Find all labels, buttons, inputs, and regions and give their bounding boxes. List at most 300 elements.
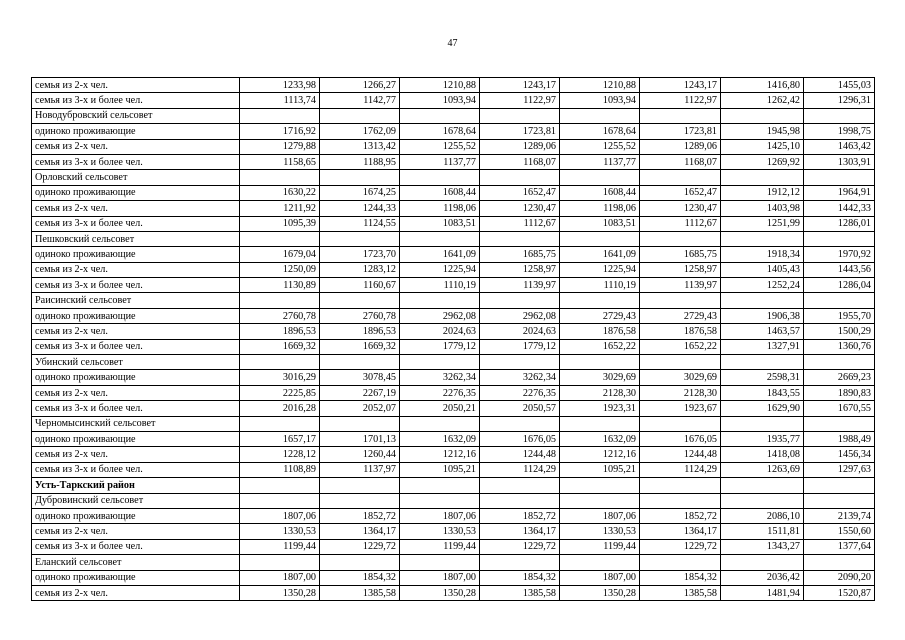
value-cell: 1652,22	[640, 339, 721, 354]
value-cell	[400, 416, 480, 431]
value-cell: 1210,88	[560, 78, 640, 93]
table-row	[32, 139, 875, 154]
value-cell: 1463,42	[804, 139, 875, 154]
value-cell: 1807,00	[240, 570, 320, 585]
value-cell: 1112,67	[640, 216, 721, 231]
value-cell: 2016,28	[240, 401, 320, 416]
value-cell: 1263,69	[721, 462, 804, 477]
value-cell: 1843,55	[721, 385, 804, 400]
row-label: одиноко проживающие	[32, 570, 240, 585]
value-cell: 1896,53	[240, 324, 320, 339]
table-row	[32, 524, 875, 539]
value-cell: 1955,70	[804, 308, 875, 323]
value-cell	[640, 170, 721, 185]
value-cell: 1652,47	[640, 185, 721, 200]
value-cell: 2036,42	[721, 570, 804, 585]
value-cell: 1385,58	[640, 585, 721, 600]
table-row	[32, 185, 875, 200]
value-cell: 1779,12	[400, 339, 480, 354]
value-cell: 1641,09	[400, 247, 480, 262]
value-cell: 1230,47	[640, 201, 721, 216]
value-cell: 1854,32	[320, 570, 400, 585]
value-cell	[560, 478, 640, 493]
value-cell: 1093,94	[560, 93, 640, 108]
value-cell: 1158,65	[240, 154, 320, 169]
group-label: Раисинский сельсовет	[32, 293, 240, 308]
value-cell: 1405,43	[721, 262, 804, 277]
value-cell: 1243,17	[640, 78, 721, 93]
value-cell: 1657,17	[240, 431, 320, 446]
value-cell: 1852,72	[480, 508, 560, 523]
row-label: семья из 3-х и более чел.	[32, 462, 240, 477]
value-cell: 1168,07	[480, 154, 560, 169]
value-cell	[320, 108, 400, 123]
value-cell	[400, 293, 480, 308]
value-cell	[804, 493, 875, 508]
value-cell: 1418,08	[721, 447, 804, 462]
value-cell: 1262,42	[721, 93, 804, 108]
value-cell	[721, 293, 804, 308]
table-row	[32, 247, 875, 262]
row-label: семья из 2-х чел.	[32, 139, 240, 154]
value-cell	[480, 355, 560, 370]
value-cell: 1199,44	[240, 539, 320, 554]
value-cell	[320, 416, 400, 431]
value-cell	[640, 293, 721, 308]
value-cell	[640, 555, 721, 570]
value-cell	[400, 231, 480, 246]
value-cell: 3262,34	[400, 370, 480, 385]
value-cell	[320, 478, 400, 493]
table-row	[32, 93, 875, 108]
value-cell: 1652,47	[480, 185, 560, 200]
value-cell: 1199,44	[560, 539, 640, 554]
table-row	[32, 508, 875, 523]
value-cell: 2128,30	[560, 385, 640, 400]
value-cell	[804, 108, 875, 123]
value-cell	[480, 231, 560, 246]
value-cell: 1230,47	[480, 201, 560, 216]
group-label: Убинский сельсовет	[32, 355, 240, 370]
table-row	[32, 462, 875, 477]
value-cell: 1286,04	[804, 278, 875, 293]
table-row	[32, 339, 875, 354]
table-row	[32, 431, 875, 446]
row-label: семья из 2-х чел.	[32, 78, 240, 93]
table-row	[32, 78, 875, 93]
table-row	[32, 370, 875, 385]
table-row	[32, 216, 875, 231]
group-label: Еланский сельсовет	[32, 555, 240, 570]
value-cell: 1124,29	[640, 462, 721, 477]
group-header-row	[32, 416, 875, 431]
row-label: одиноко проживающие	[32, 308, 240, 323]
value-cell: 1198,06	[560, 201, 640, 216]
value-cell: 2760,78	[320, 308, 400, 323]
value-cell: 1130,89	[240, 278, 320, 293]
group-header-row	[32, 231, 875, 246]
value-cell	[480, 555, 560, 570]
table-row	[32, 385, 875, 400]
value-cell: 1283,12	[320, 262, 400, 277]
group-label: Орловский сельсовет	[32, 170, 240, 185]
value-cell: 1350,28	[560, 585, 640, 600]
value-cell: 1252,24	[721, 278, 804, 293]
value-cell: 3016,29	[240, 370, 320, 385]
value-cell: 1095,21	[560, 462, 640, 477]
value-cell: 1685,75	[480, 247, 560, 262]
value-cell	[560, 170, 640, 185]
value-cell	[400, 355, 480, 370]
value-cell: 1807,00	[400, 570, 480, 585]
row-label: семья из 2-х чел.	[32, 385, 240, 400]
value-cell: 2050,21	[400, 401, 480, 416]
value-cell: 1678,64	[560, 124, 640, 139]
value-cell: 1243,17	[480, 78, 560, 93]
value-cell: 1251,99	[721, 216, 804, 231]
value-cell: 1327,91	[721, 339, 804, 354]
value-cell: 3078,45	[320, 370, 400, 385]
row-label: одиноко проживающие	[32, 124, 240, 139]
value-cell: 1142,77	[320, 93, 400, 108]
value-cell	[480, 170, 560, 185]
value-cell: 1442,33	[804, 201, 875, 216]
value-cell	[240, 108, 320, 123]
value-cell	[560, 555, 640, 570]
value-cell: 1160,67	[320, 278, 400, 293]
value-cell: 1520,87	[804, 585, 875, 600]
value-cell: 1674,25	[320, 185, 400, 200]
value-cell: 1896,53	[320, 324, 400, 339]
district-label: Усть-Таркский район	[32, 478, 240, 493]
group-header-row	[32, 108, 875, 123]
value-cell: 1608,44	[400, 185, 480, 200]
value-cell: 1229,72	[480, 539, 560, 554]
value-cell: 1854,32	[480, 570, 560, 585]
value-cell: 2962,08	[400, 308, 480, 323]
value-cell: 1229,72	[320, 539, 400, 554]
value-cell: 2729,43	[560, 308, 640, 323]
value-cell	[480, 293, 560, 308]
value-cell: 1286,01	[804, 216, 875, 231]
value-cell: 1244,48	[640, 447, 721, 462]
value-cell: 1350,28	[400, 585, 480, 600]
value-cell: 1807,06	[400, 508, 480, 523]
value-cell: 1083,51	[400, 216, 480, 231]
row-label: семья из 3-х и более чел.	[32, 216, 240, 231]
value-cell: 1258,97	[480, 262, 560, 277]
value-cell: 1258,97	[640, 262, 721, 277]
table-row	[32, 278, 875, 293]
value-cell: 1095,39	[240, 216, 320, 231]
value-cell: 1313,42	[320, 139, 400, 154]
value-cell: 1676,05	[480, 431, 560, 446]
value-cell: 1083,51	[560, 216, 640, 231]
value-cell: 1716,92	[240, 124, 320, 139]
value-cell	[804, 355, 875, 370]
value-cell: 1632,09	[400, 431, 480, 446]
value-cell: 1876,58	[560, 324, 640, 339]
value-cell	[804, 416, 875, 431]
value-cell: 1093,94	[400, 93, 480, 108]
value-cell	[721, 231, 804, 246]
value-cell: 1255,52	[560, 139, 640, 154]
value-cell	[721, 493, 804, 508]
value-cell: 1970,92	[804, 247, 875, 262]
value-cell: 1137,77	[400, 154, 480, 169]
value-cell: 2225,85	[240, 385, 320, 400]
value-cell: 1255,52	[400, 139, 480, 154]
table-row	[32, 324, 875, 339]
row-label: одиноко проживающие	[32, 508, 240, 523]
value-cell	[640, 355, 721, 370]
value-cell	[240, 478, 320, 493]
table-row	[32, 124, 875, 139]
value-cell: 1112,67	[480, 216, 560, 231]
value-cell	[480, 108, 560, 123]
tariff-table	[31, 77, 875, 601]
table-row	[32, 539, 875, 554]
table-row	[32, 585, 875, 600]
value-cell: 1906,38	[721, 308, 804, 323]
table-row	[32, 154, 875, 169]
value-cell	[804, 231, 875, 246]
value-cell: 1343,27	[721, 539, 804, 554]
value-cell: 1212,16	[400, 447, 480, 462]
value-cell	[721, 355, 804, 370]
value-cell: 1935,77	[721, 431, 804, 446]
value-cell: 1279,88	[240, 139, 320, 154]
value-cell: 1652,22	[560, 339, 640, 354]
value-cell: 1364,17	[320, 524, 400, 539]
value-cell: 1416,80	[721, 78, 804, 93]
value-cell: 1168,07	[640, 154, 721, 169]
value-cell: 2760,78	[240, 308, 320, 323]
value-cell: 1124,55	[320, 216, 400, 231]
value-cell: 1266,27	[320, 78, 400, 93]
value-cell	[320, 231, 400, 246]
row-label: семья из 2-х чел.	[32, 324, 240, 339]
value-cell: 1199,44	[400, 539, 480, 554]
row-label: семья из 3-х и более чел.	[32, 278, 240, 293]
value-cell: 3029,69	[560, 370, 640, 385]
value-cell: 1225,94	[560, 262, 640, 277]
value-cell: 1303,91	[804, 154, 875, 169]
value-cell	[804, 170, 875, 185]
value-cell: 1122,97	[480, 93, 560, 108]
value-cell: 1923,31	[560, 401, 640, 416]
value-cell: 1852,72	[320, 508, 400, 523]
value-cell: 1137,97	[320, 462, 400, 477]
value-cell: 1364,17	[480, 524, 560, 539]
value-cell	[320, 293, 400, 308]
value-cell: 1852,72	[640, 508, 721, 523]
value-cell: 2729,43	[640, 308, 721, 323]
value-cell: 2267,19	[320, 385, 400, 400]
value-cell	[320, 555, 400, 570]
value-cell: 2669,23	[804, 370, 875, 385]
value-cell	[721, 170, 804, 185]
table-row	[32, 401, 875, 416]
value-cell	[240, 170, 320, 185]
value-cell: 1629,90	[721, 401, 804, 416]
value-cell: 1511,81	[721, 524, 804, 539]
value-cell: 1945,98	[721, 124, 804, 139]
value-cell: 2276,35	[480, 385, 560, 400]
value-cell: 1330,53	[400, 524, 480, 539]
value-cell: 2962,08	[480, 308, 560, 323]
value-cell: 1500,29	[804, 324, 875, 339]
group-header-row	[32, 170, 875, 185]
value-cell: 1481,94	[721, 585, 804, 600]
row-label: одиноко проживающие	[32, 185, 240, 200]
row-label: семья из 3-х и более чел.	[32, 93, 240, 108]
value-cell: 1455,03	[804, 78, 875, 93]
value-cell: 1122,97	[640, 93, 721, 108]
value-cell: 2050,57	[480, 401, 560, 416]
value-cell	[240, 231, 320, 246]
row-label: семья из 3-х и более чел.	[32, 154, 240, 169]
value-cell: 1630,22	[240, 185, 320, 200]
value-cell	[721, 478, 804, 493]
value-cell	[640, 416, 721, 431]
group-header-row	[32, 355, 875, 370]
value-cell: 2024,63	[480, 324, 560, 339]
value-cell: 1685,75	[640, 247, 721, 262]
row-label: семья из 2-х чел.	[32, 201, 240, 216]
value-cell: 2598,31	[721, 370, 804, 385]
value-cell	[480, 478, 560, 493]
value-cell	[560, 493, 640, 508]
value-cell	[560, 355, 640, 370]
value-cell: 1443,56	[804, 262, 875, 277]
value-cell	[400, 108, 480, 123]
value-cell: 1296,31	[804, 93, 875, 108]
group-header-row	[32, 555, 875, 570]
group-label: Дубровинский сельсовет	[32, 493, 240, 508]
value-cell	[640, 108, 721, 123]
row-label: семья из 2-х чел.	[32, 262, 240, 277]
group-label: Черномысинский сельсовет	[32, 416, 240, 431]
value-cell: 1779,12	[480, 339, 560, 354]
value-cell: 1762,09	[320, 124, 400, 139]
value-cell: 1124,29	[480, 462, 560, 477]
value-cell	[240, 293, 320, 308]
value-cell	[480, 493, 560, 508]
value-cell: 1912,12	[721, 185, 804, 200]
value-cell: 2276,35	[400, 385, 480, 400]
row-label: семья из 3-х и более чел.	[32, 401, 240, 416]
value-cell: 2139,74	[804, 508, 875, 523]
row-label: семья из 2-х чел.	[32, 585, 240, 600]
page-number: 47	[447, 38, 458, 49]
value-cell: 1360,76	[804, 339, 875, 354]
value-cell: 1678,64	[400, 124, 480, 139]
value-cell: 1964,91	[804, 185, 875, 200]
value-cell: 1244,48	[480, 447, 560, 462]
value-cell	[560, 231, 640, 246]
district-header-row	[32, 478, 875, 493]
value-cell: 1425,10	[721, 139, 804, 154]
value-cell	[320, 493, 400, 508]
value-cell: 1676,05	[640, 431, 721, 446]
value-cell	[804, 555, 875, 570]
value-cell	[240, 555, 320, 570]
value-cell	[400, 555, 480, 570]
row-label: одиноко проживающие	[32, 431, 240, 446]
table-row	[32, 262, 875, 277]
value-cell: 1364,17	[640, 524, 721, 539]
value-cell: 1095,21	[400, 462, 480, 477]
value-cell: 1188,95	[320, 154, 400, 169]
value-cell: 1385,58	[480, 585, 560, 600]
value-cell	[560, 293, 640, 308]
value-cell	[240, 493, 320, 508]
value-cell	[804, 478, 875, 493]
value-cell: 2128,30	[640, 385, 721, 400]
group-header-row	[32, 293, 875, 308]
value-cell: 1923,67	[640, 401, 721, 416]
row-label: семья из 2-х чел.	[32, 524, 240, 539]
value-cell	[240, 416, 320, 431]
value-cell: 1807,06	[240, 508, 320, 523]
value-cell	[721, 108, 804, 123]
value-cell: 1723,81	[480, 124, 560, 139]
value-cell: 1807,06	[560, 508, 640, 523]
value-cell: 1330,53	[560, 524, 640, 539]
value-cell: 1550,60	[804, 524, 875, 539]
value-cell	[400, 170, 480, 185]
value-cell: 1918,34	[721, 247, 804, 262]
table-body	[32, 78, 875, 601]
value-cell: 1890,83	[804, 385, 875, 400]
row-label: одиноко проживающие	[32, 370, 240, 385]
value-cell	[400, 493, 480, 508]
value-cell: 1807,00	[560, 570, 640, 585]
value-cell	[480, 416, 560, 431]
value-cell: 1289,06	[640, 139, 721, 154]
value-cell: 1110,19	[400, 278, 480, 293]
value-cell	[640, 231, 721, 246]
value-cell: 1212,16	[560, 447, 640, 462]
value-cell: 1854,32	[640, 570, 721, 585]
value-cell	[804, 293, 875, 308]
value-cell: 1108,89	[240, 462, 320, 477]
table-row	[32, 570, 875, 585]
value-cell: 1289,06	[480, 139, 560, 154]
row-label: одиноко проживающие	[32, 247, 240, 262]
value-cell: 1229,72	[640, 539, 721, 554]
value-cell: 2086,10	[721, 508, 804, 523]
value-cell: 1228,12	[240, 447, 320, 462]
value-cell: 1670,55	[804, 401, 875, 416]
value-cell: 1244,33	[320, 201, 400, 216]
value-cell: 1139,97	[640, 278, 721, 293]
value-cell: 1679,04	[240, 247, 320, 262]
value-cell	[400, 478, 480, 493]
value-cell: 1608,44	[560, 185, 640, 200]
value-cell: 1225,94	[400, 262, 480, 277]
value-cell: 1723,70	[320, 247, 400, 262]
value-cell: 1250,09	[240, 262, 320, 277]
value-cell: 1641,09	[560, 247, 640, 262]
value-cell: 1269,92	[721, 154, 804, 169]
value-cell: 1463,57	[721, 324, 804, 339]
value-cell: 1632,09	[560, 431, 640, 446]
value-cell: 1260,44	[320, 447, 400, 462]
value-cell	[721, 416, 804, 431]
value-cell	[560, 416, 640, 431]
